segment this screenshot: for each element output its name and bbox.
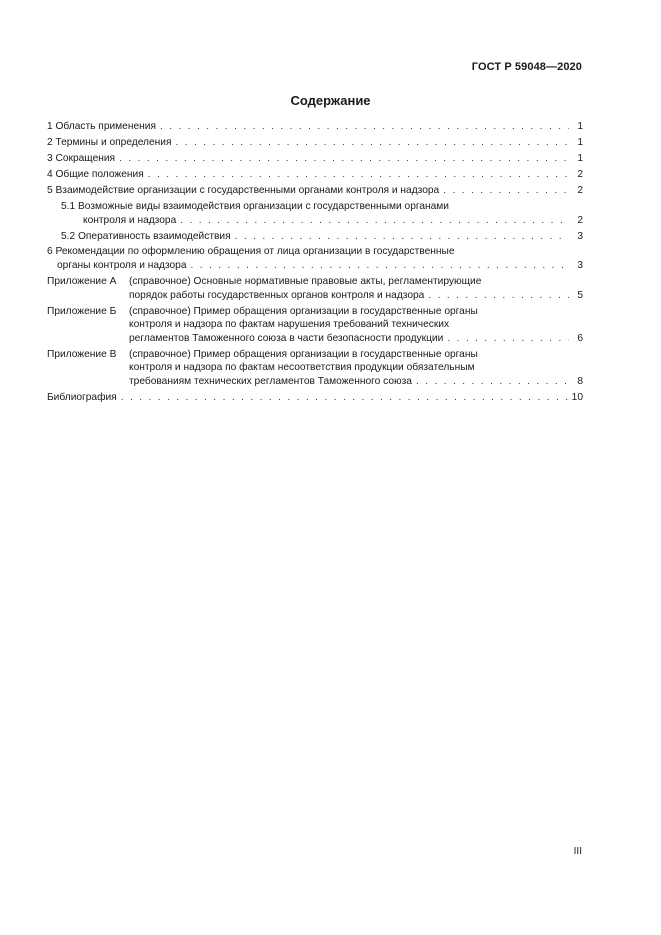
- dot-leader: [119, 152, 569, 166]
- toc-entry-text: 4 Общие положения: [47, 168, 144, 180]
- toc-title: Содержание: [290, 93, 371, 108]
- toc-entry-text: 3 Сокращения: [47, 152, 116, 164]
- toc-page-number: 8: [577, 376, 583, 387]
- toc-page-number: 5: [577, 289, 583, 301]
- toc-entry-text: 5 Взаимодействие организации с государственными органами контроля и надзора: [47, 184, 440, 196]
- toc-entry-6[interactable]: [47, 245, 583, 272]
- toc-entry-5[interactable]: [47, 184, 583, 198]
- toc-page-number: 1: [577, 152, 583, 164]
- toc-entry-4[interactable]: [47, 168, 583, 182]
- toc-page-number: 2: [577, 168, 583, 180]
- toc-entry-text: требованиям технических регламентов Таможенного союза: [129, 376, 412, 387]
- toc-entry-2[interactable]: [47, 136, 583, 150]
- dot-leader: [428, 289, 569, 303]
- toc-page-number: 1: [577, 121, 583, 132]
- toc-entry-5-1[interactable]: [47, 200, 583, 227]
- toc-entry-3[interactable]: [47, 152, 583, 166]
- dot-leader: [175, 136, 569, 150]
- toc-entry-text: контроля и надзора: [83, 214, 177, 226]
- page-number: III: [573, 846, 582, 857]
- dot-leader: [160, 120, 569, 134]
- dot-leader: [416, 375, 569, 389]
- dot-leader: [447, 332, 569, 346]
- toc-entry-text: 2 Термины и определения: [47, 136, 172, 148]
- toc-entry-text: 6 Рекомендации по оформлению обращения от лица организации в государственные: [47, 246, 455, 258]
- dot-leader: [121, 391, 569, 405]
- dot-leader: [443, 184, 569, 198]
- toc-entry-text: Библиография: [47, 391, 117, 403]
- toc-entry-text: (справочное) Пример обращения организации в государственные органы: [129, 305, 478, 317]
- toc-entry-text: 1 Область применения: [47, 121, 156, 132]
- toc-entry-appendix-a[interactable]: [47, 275, 583, 302]
- toc-page-number: 3: [577, 230, 583, 242]
- appendix-label: Приложение Б: [47, 305, 117, 317]
- dot-leader: [191, 259, 569, 273]
- toc-page-number: 2: [577, 214, 583, 226]
- dot-leader: [235, 230, 569, 244]
- toc-page-number: 1: [577, 136, 583, 148]
- toc-entry-appendix-b[interactable]: [47, 305, 583, 346]
- toc-entry-text: 5.2 Оперативность взаимодействия: [61, 230, 231, 242]
- toc-entry-text: контроля и надзора по фактам несоответствия продукции обязательным: [129, 362, 475, 374]
- table-of-contents: [47, 120, 583, 407]
- toc-entry-text: (справочное) Пример обращения организации в государственные органы: [129, 348, 478, 360]
- toc-page-number: 6: [577, 332, 583, 344]
- toc-entry-text: 5.1 Возможные виды взаимодействия организации с государственными органами: [61, 200, 449, 212]
- appendix-label: Приложение В: [47, 348, 117, 360]
- toc-page-number: 2: [577, 184, 583, 196]
- dot-leader: [148, 168, 569, 182]
- toc-page-number: 3: [577, 260, 583, 272]
- dot-leader: [180, 214, 569, 228]
- toc-entry-5-2[interactable]: [47, 230, 583, 244]
- toc-entry-text: регламентов Таможенного союза в части безопасности продукции: [129, 332, 444, 344]
- toc-entry-text: контроля и надзора по фактам нарушения требований технических: [129, 319, 450, 331]
- toc-entry-text: (справочное) Основные нормативные правовые акты, регламентирующие: [129, 276, 482, 288]
- toc-entry-text: органы контроля и надзора: [57, 260, 187, 272]
- toc-entry-text: порядок работы государственных органов контроля и надзора: [129, 289, 425, 301]
- appendix-label: Приложение А: [47, 276, 117, 288]
- toc-page-number: 10: [571, 391, 583, 403]
- document-code: ГОСТ Р 59048—2020: [471, 61, 582, 73]
- toc-entry-bibliography[interactable]: [47, 391, 583, 405]
- toc-entry-appendix-v[interactable]: [47, 348, 583, 389]
- toc-entry-1[interactable]: [47, 120, 583, 134]
